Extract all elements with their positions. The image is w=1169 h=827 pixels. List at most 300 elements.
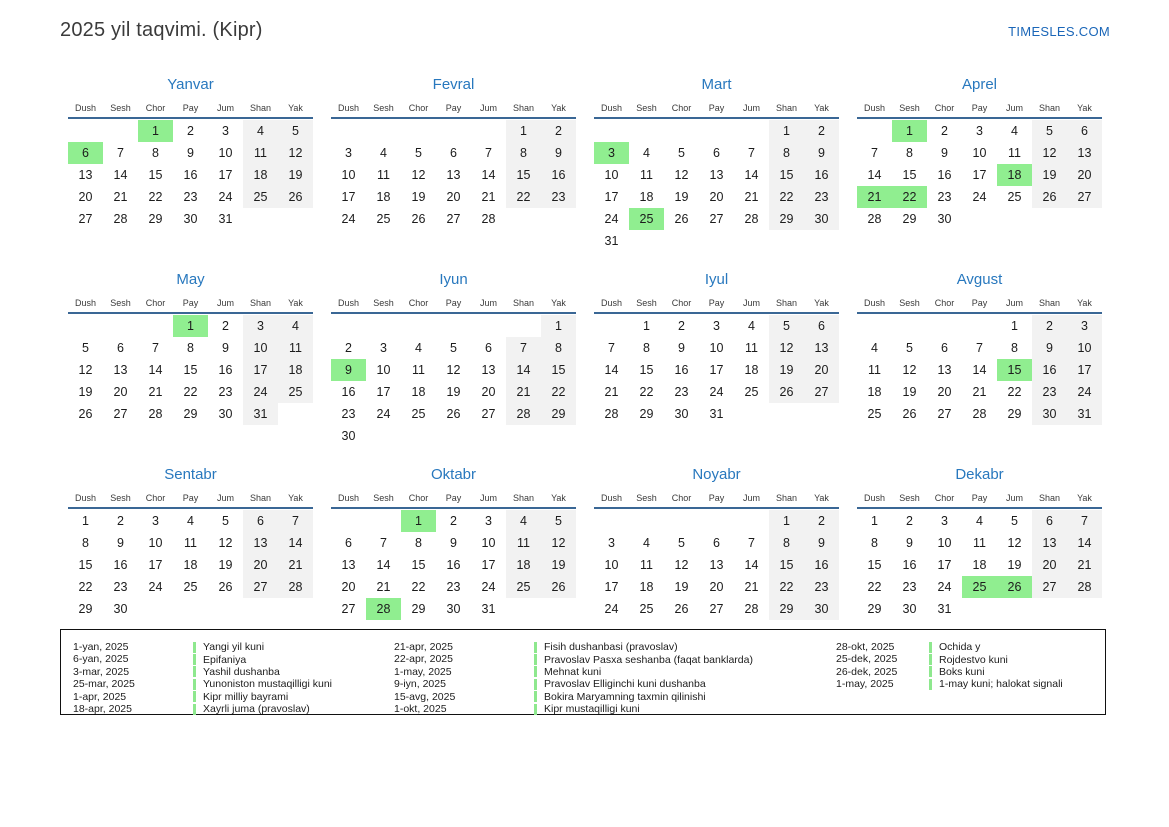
day-cell: 3 <box>222 124 229 138</box>
day-cell: 4 <box>278 315 313 337</box>
weekday-header-row <box>857 490 1102 509</box>
day-cell: 27 <box>446 212 461 226</box>
weekday-label: Chor <box>934 298 955 308</box>
weekday-label: Pay <box>445 493 462 503</box>
day-cell: 2 <box>804 510 839 532</box>
day-cell: 6 <box>941 341 948 355</box>
day-cell: 16 <box>902 558 917 572</box>
legend-holiday-name: Bokira Maryamning taxmin qilinishi <box>544 690 706 703</box>
day-cell: 7 <box>608 341 615 355</box>
legend-marker-bar <box>193 654 196 665</box>
empty-cell <box>68 315 103 337</box>
day-cell: 24 <box>709 385 724 399</box>
day-cell: 29 <box>867 602 882 616</box>
day-cell: 24 <box>972 190 987 204</box>
legend-entry <box>193 678 394 690</box>
day-cell: 5 <box>1032 120 1067 142</box>
weekday-label: Chor <box>671 493 692 503</box>
legend-date: 26-dek, 2025 <box>836 665 898 678</box>
day-cell: 1 <box>138 120 173 142</box>
day-cell: 11 <box>745 341 758 355</box>
day-cell: 25 <box>506 576 541 598</box>
day-cell: 31 <box>481 602 496 616</box>
day-cell: 29 <box>769 598 804 620</box>
day-cell: 25 <box>411 407 426 421</box>
day-cell: 11 <box>377 168 390 182</box>
day-cell: 10 <box>937 536 952 550</box>
weekday-label: Dush <box>863 493 885 503</box>
weekday-label: Shan <box>775 493 798 503</box>
day-cell: 18 <box>997 164 1032 186</box>
weekday-label: Sesh <box>899 298 920 308</box>
weekday-label: Dush <box>337 298 359 308</box>
page-title: 2025 yil taqvimi. (Kipr) <box>60 19 263 41</box>
day-cell: 24 <box>218 190 233 204</box>
day-cell: 2 <box>222 319 229 333</box>
legend-date: 1-yan, 2025 <box>73 641 129 653</box>
month-iyul <box>594 270 839 465</box>
day-cell: 23 <box>937 190 952 204</box>
day-cell: 27 <box>709 602 724 616</box>
day-cell: 9 <box>541 142 576 164</box>
legend-entry <box>534 641 836 653</box>
day-cell: 18 <box>639 190 654 204</box>
day-cell: 5 <box>678 536 685 550</box>
day-cell: 17 <box>604 580 619 594</box>
day-cell: 1 <box>1011 319 1018 333</box>
day-cell: 18 <box>183 558 198 572</box>
day-cell: 23 <box>218 385 233 399</box>
day-cell: 29 <box>148 212 163 226</box>
legend-date: 18-apr, 2025 <box>73 702 132 715</box>
weekday-label: Sesh <box>899 103 920 113</box>
day-cell: 7 <box>871 146 878 160</box>
day-cell: 6 <box>1067 120 1102 142</box>
day-cell: 30 <box>937 212 952 226</box>
day-cell: 9 <box>941 146 948 160</box>
day-cell: 5 <box>222 514 229 528</box>
legend-entry <box>193 703 394 715</box>
day-cell: 17 <box>376 385 391 399</box>
day-cell: 23 <box>674 385 689 399</box>
day-cell: 25 <box>183 580 198 594</box>
day-cell: 1 <box>541 315 576 337</box>
day-cell: 7 <box>1067 510 1102 532</box>
day-cell: 6 <box>713 146 720 160</box>
day-cell: 13 <box>1032 532 1067 554</box>
day-cell: 14 <box>744 168 759 182</box>
day-cell: 3 <box>608 536 615 550</box>
day-cell: 10 <box>604 558 619 572</box>
day-cell: 27 <box>709 212 724 226</box>
day-cell: 21 <box>376 580 391 594</box>
day-cell: 12 <box>1007 536 1022 550</box>
day-cell: 5 <box>278 120 313 142</box>
day-cell: 1 <box>401 510 436 532</box>
weekday-label: Chor <box>145 103 166 113</box>
day-cell: 12 <box>218 536 233 550</box>
legend-marker-bar <box>534 679 537 690</box>
weekday-header-row <box>594 295 839 314</box>
day-grid <box>68 120 313 230</box>
month-title: Iyun <box>439 271 468 288</box>
day-cell: 24 <box>481 580 496 594</box>
day-cell: 31 <box>709 407 724 421</box>
day-cell: 27 <box>341 602 356 616</box>
day-cell: 19 <box>446 385 461 399</box>
day-cell: 8 <box>82 536 89 550</box>
day-cell: 30 <box>804 598 839 620</box>
day-cell: 10 <box>376 363 391 377</box>
empty-cell <box>103 315 138 337</box>
legend-marker-bar <box>534 691 537 702</box>
legend-entry <box>193 666 394 678</box>
weekday-label: Dush <box>600 298 622 308</box>
day-cell: 28 <box>1067 576 1102 598</box>
month-aprel <box>857 75 1102 270</box>
day-cell: 10 <box>481 536 496 550</box>
legend-entry <box>193 653 394 665</box>
day-cell: 24 <box>243 381 278 403</box>
day-cell: 24 <box>604 212 619 226</box>
empty-cell <box>857 120 892 142</box>
empty-cell <box>699 510 734 532</box>
weekday-label: Sesh <box>110 103 131 113</box>
day-cell: 11 <box>640 168 653 182</box>
day-cell: 7 <box>748 536 755 550</box>
day-cell: 15 <box>867 558 882 572</box>
legend-group <box>394 641 836 714</box>
day-cell: 1 <box>173 315 208 337</box>
empty-cell <box>366 510 401 532</box>
month-title: Fevral <box>432 76 475 93</box>
day-cell: 22 <box>639 385 654 399</box>
day-cell: 16 <box>937 168 952 182</box>
empty-cell <box>506 315 541 337</box>
weekday-label: Yak <box>288 103 303 113</box>
day-cell: 4 <box>976 514 983 528</box>
day-cell: 16 <box>804 164 839 186</box>
day-cell: 15 <box>639 363 654 377</box>
day-cell: 11 <box>506 532 541 554</box>
month-title: Sentabr <box>164 466 217 483</box>
day-cell: 14 <box>278 532 313 554</box>
legend-marker-bar <box>534 654 537 665</box>
day-grid <box>68 510 313 620</box>
day-cell: 23 <box>113 580 128 594</box>
day-cell: 13 <box>804 337 839 359</box>
empty-cell <box>857 315 892 337</box>
day-grid <box>857 120 1102 230</box>
legend-entry <box>534 666 836 678</box>
day-cell: 20 <box>709 580 724 594</box>
day-cell: 21 <box>148 385 163 399</box>
day-cell: 10 <box>972 146 987 160</box>
day-cell: 2 <box>941 124 948 138</box>
legend-marker-bar <box>193 691 196 702</box>
day-cell: 25 <box>376 212 391 226</box>
weekday-label: Chor <box>408 298 429 308</box>
day-cell: 31 <box>218 212 233 226</box>
day-cell: 6 <box>345 536 352 550</box>
day-cell: 11 <box>973 536 986 550</box>
legend-entry <box>534 653 836 665</box>
weekday-label: Yak <box>288 298 303 308</box>
day-cell: 8 <box>769 142 804 164</box>
day-cell: 1 <box>643 319 650 333</box>
weekday-header-row <box>857 100 1102 119</box>
day-cell: 18 <box>867 385 882 399</box>
day-cell: 2 <box>804 120 839 142</box>
day-cell: 7 <box>976 341 983 355</box>
day-cell: 10 <box>604 168 619 182</box>
day-cell: 17 <box>1067 359 1102 381</box>
day-cell: 18 <box>243 164 278 186</box>
day-cell: 27 <box>243 576 278 598</box>
empty-cell <box>699 120 734 142</box>
month-title: May <box>176 271 205 288</box>
day-cell: 21 <box>481 190 496 204</box>
weekday-label: Yak <box>551 298 566 308</box>
weekday-label: Dush <box>600 103 622 113</box>
day-cell: 10 <box>709 341 724 355</box>
day-cell: 14 <box>148 363 163 377</box>
weekday-header-row <box>331 490 576 509</box>
weekday-label: Shan <box>1038 298 1061 308</box>
day-cell: 2 <box>345 341 352 355</box>
day-cell: 27 <box>1032 576 1067 598</box>
weekday-label: Dush <box>600 493 622 503</box>
legend-holiday-name: Mehnat kuni <box>544 665 602 678</box>
day-cell: 17 <box>937 558 952 572</box>
day-cell: 18 <box>506 554 541 576</box>
day-cell: 9 <box>117 536 124 550</box>
empty-cell <box>103 120 138 142</box>
day-cell: 12 <box>541 532 576 554</box>
day-grid <box>331 510 576 620</box>
day-cell: 16 <box>804 554 839 576</box>
legend-marker-bar <box>193 704 196 715</box>
day-grid <box>594 120 839 252</box>
day-cell: 17 <box>604 190 619 204</box>
legend-holiday-name: Xayrli juma (pravoslav) <box>203 703 310 716</box>
weekday-label: Shan <box>512 493 535 503</box>
day-cell: 25 <box>639 602 654 616</box>
day-cell: 7 <box>380 536 387 550</box>
day-cell: 24 <box>341 212 356 226</box>
day-cell: 28 <box>867 212 882 226</box>
empty-cell <box>892 315 927 337</box>
legend-entry <box>534 703 836 715</box>
day-cell: 30 <box>113 602 128 616</box>
day-cell: 27 <box>113 407 128 421</box>
day-cell: 2 <box>1032 315 1067 337</box>
empty-cell <box>68 120 103 142</box>
legend-date: 25-mar, 2025 <box>73 678 135 691</box>
day-cell: 17 <box>972 168 987 182</box>
legend-holiday-name: Ochida y <box>939 641 981 654</box>
weekday-label: Jum <box>216 103 234 113</box>
legend-holiday-name: Yangi yil kuni <box>203 641 265 654</box>
day-cell: 2 <box>906 514 913 528</box>
day-cell: 6 <box>804 315 839 337</box>
legend-holiday-name: Epifaniya <box>203 653 247 666</box>
day-cell: 11 <box>412 363 425 377</box>
day-cell: 29 <box>78 602 93 616</box>
day-cell: 23 <box>183 190 198 204</box>
day-cell: 16 <box>218 363 233 377</box>
day-cell: 20 <box>1032 554 1067 576</box>
legend-group <box>73 641 394 714</box>
day-cell: 9 <box>450 536 457 550</box>
day-cell: 15 <box>78 558 93 572</box>
weekday-label: Jum <box>479 103 497 113</box>
month-title: Noyabr <box>692 466 741 483</box>
day-cell: 18 <box>376 190 391 204</box>
day-cell: 16 <box>183 168 198 182</box>
day-cell: 16 <box>113 558 128 572</box>
day-cell: 28 <box>481 212 496 226</box>
empty-cell <box>962 315 997 337</box>
day-cell: 10 <box>341 168 356 182</box>
day-cell: 15 <box>997 359 1032 381</box>
day-cell: 21 <box>1067 554 1102 576</box>
day-cell: 24 <box>937 580 952 594</box>
month-may <box>68 270 313 465</box>
day-cell: 20 <box>937 385 952 399</box>
site-link[interactable]: TIMESLES.COM <box>1008 24 1110 39</box>
day-cell: 27 <box>1067 186 1102 208</box>
weekday-label: Jum <box>1005 493 1023 503</box>
day-cell: 29 <box>411 602 426 616</box>
day-cell: 26 <box>902 407 917 421</box>
day-cell: 11 <box>184 536 197 550</box>
day-cell: 13 <box>341 558 356 572</box>
day-cell: 7 <box>748 146 755 160</box>
day-cell: 31 <box>937 602 952 616</box>
weekday-label: Dush <box>74 493 96 503</box>
day-cell: 11 <box>1008 146 1021 160</box>
legend-date: 15-avg, 2025 <box>394 690 456 703</box>
legend-holiday-name: Kipr milliy bayrami <box>203 690 289 703</box>
day-cell: 19 <box>769 359 804 381</box>
day-cell: 30 <box>902 602 917 616</box>
day-cell: 1 <box>892 120 927 142</box>
weekday-label: Chor <box>934 103 955 113</box>
legend-marker-bar <box>193 666 196 677</box>
day-grid <box>331 315 576 447</box>
empty-cell <box>401 120 436 142</box>
legend-marker-bar <box>929 642 932 653</box>
day-cell: 15 <box>769 554 804 576</box>
day-cell: 20 <box>78 190 93 204</box>
legend-date: 21-apr, 2025 <box>394 641 453 653</box>
day-cell: 14 <box>506 359 541 381</box>
day-cell: 20 <box>709 190 724 204</box>
legend-marker-bar <box>929 679 932 690</box>
day-grid <box>594 315 839 425</box>
day-cell: 14 <box>1067 532 1102 554</box>
day-cell: 1 <box>871 514 878 528</box>
day-cell: 16 <box>341 385 356 399</box>
day-cell: 2 <box>678 319 685 333</box>
day-cell: 22 <box>148 190 163 204</box>
day-cell: 4 <box>380 146 387 160</box>
day-cell: 8 <box>187 341 194 355</box>
day-cell: 15 <box>541 359 576 381</box>
weekday-label: Jum <box>479 493 497 503</box>
weekday-label: Yak <box>551 103 566 113</box>
weekday-label: Chor <box>408 493 429 503</box>
day-cell: 16 <box>446 558 461 572</box>
empty-cell <box>366 315 401 337</box>
legend-date: 1-may, 2025 <box>394 665 452 678</box>
empty-cell <box>734 120 769 142</box>
day-cell: 18 <box>744 363 759 377</box>
day-cell: 29 <box>902 212 917 226</box>
day-cell: 12 <box>446 363 461 377</box>
legend-marker-bar <box>929 666 932 677</box>
day-cell: 30 <box>446 602 461 616</box>
legend-date: 1-may, 2025 <box>836 678 894 691</box>
weekday-label: Shan <box>512 298 535 308</box>
day-cell: 17 <box>243 359 278 381</box>
day-cell: 22 <box>541 381 576 403</box>
day-cell: 29 <box>639 407 654 421</box>
legend-entry <box>534 678 836 690</box>
day-cell: 14 <box>744 558 759 572</box>
day-cell: 12 <box>902 363 917 377</box>
day-cell: 28 <box>113 212 128 226</box>
day-cell: 30 <box>1032 403 1067 425</box>
empty-cell <box>594 315 629 337</box>
day-cell: 23 <box>541 186 576 208</box>
day-cell: 5 <box>769 315 804 337</box>
empty-cell <box>471 315 506 337</box>
weekday-label: Yak <box>814 493 829 503</box>
day-cell: 29 <box>541 403 576 425</box>
day-cell: 22 <box>892 186 927 208</box>
day-cell: 6 <box>68 142 103 164</box>
day-cell: 3 <box>345 146 352 160</box>
day-cell: 9 <box>804 532 839 554</box>
day-cell: 4 <box>1011 124 1018 138</box>
weekday-header-row <box>857 295 1102 314</box>
day-cell: 25 <box>867 407 882 421</box>
month-mart <box>594 75 839 270</box>
day-cell: 22 <box>769 186 804 208</box>
day-cell: 15 <box>183 363 198 377</box>
day-grid <box>594 510 839 620</box>
day-cell: 29 <box>769 208 804 230</box>
day-cell: 17 <box>481 558 496 572</box>
day-cell: 28 <box>366 598 401 620</box>
day-cell: 1 <box>769 510 804 532</box>
weekday-label: Dush <box>74 298 96 308</box>
legend-holiday-name: Fisih dushanbasi (pravoslav) <box>544 641 678 654</box>
day-cell: 13 <box>113 363 128 377</box>
day-cell: 19 <box>278 164 313 186</box>
day-cell: 25 <box>962 576 997 598</box>
day-cell: 9 <box>331 359 366 381</box>
day-cell: 11 <box>868 363 881 377</box>
day-cell: 19 <box>411 190 426 204</box>
day-cell: 17 <box>709 363 724 377</box>
day-cell: 24 <box>604 602 619 616</box>
weekday-label: Dush <box>863 298 885 308</box>
month-title: Aprel <box>961 76 998 93</box>
day-cell: 12 <box>278 142 313 164</box>
